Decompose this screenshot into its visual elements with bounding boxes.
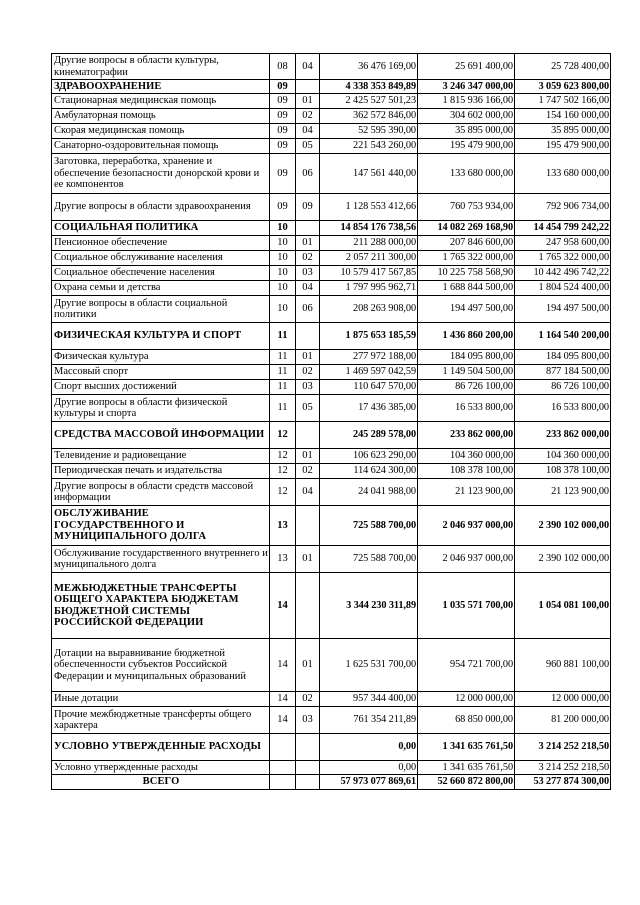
section-code-cell: 09 [270,124,296,139]
amount-cell-2: 1 436 860 200,00 [418,323,515,350]
row-name-cell: Дотации на выравнивание бюджетной обеспеченности субъектов Российской Федерации и муниципальных образований [52,639,270,692]
row-name-cell: Условно утвержденные расходы [52,761,270,775]
row-name-cell: ВСЕГО [52,775,270,790]
table-row [52,154,611,194]
row-name-cell: Скорая медицинская помощь [52,124,270,139]
amount-cell-1: 0,00 [320,734,418,761]
amount-cell-3: 2 390 102 000,00 [515,506,611,546]
subsection-code-cell: 05 [296,139,320,154]
amount-cell-1: 761 354 211,89 [320,707,418,734]
subsection-code-cell: 01 [296,350,320,365]
amount-cell-3: 792 906 734,00 [515,194,611,221]
section-row [52,221,611,236]
table-row [52,350,611,365]
budget-table-body [52,54,611,790]
table-row [52,380,611,395]
row-name-cell: Другие вопросы в области средств массовой информации [52,479,270,506]
amount-cell-3: 1 765 322 000,00 [515,251,611,266]
subsection-code-cell: 04 [296,281,320,296]
total-row [52,775,611,790]
section-code-cell: 11 [270,380,296,395]
row-name-cell: Другие вопросы в области физической культуры и спорта [52,395,270,422]
amount-cell-2: 1 765 322 000,00 [418,251,515,266]
amount-cell-3: 195 479 900,00 [515,139,611,154]
subsection-code-cell: 02 [296,692,320,707]
section-code-cell: 10 [270,221,296,236]
table-row [52,395,611,422]
row-name-cell: Массовый спорт [52,365,270,380]
amount-cell-1: 1 469 597 042,59 [320,365,418,380]
subsection-code-cell: 06 [296,154,320,194]
subsection-code-cell: 04 [296,124,320,139]
amount-cell-2: 21 123 900,00 [418,479,515,506]
amount-cell-1: 245 289 578,00 [320,422,418,449]
amount-cell-2: 2 046 937 000,00 [418,546,515,573]
amount-cell-1: 4 338 353 849,89 [320,80,418,94]
section-code-cell: 12 [270,464,296,479]
subsection-code-cell [296,506,320,546]
amount-cell-2: 12 000 000,00 [418,692,515,707]
amount-cell-2: 3 246 347 000,00 [418,80,515,94]
amount-cell-3: 14 454 799 242,22 [515,221,611,236]
amount-cell-1: 725 588 700,00 [320,506,418,546]
amount-cell-2: 25 691 400,00 [418,54,515,80]
amount-cell-2: 86 726 100,00 [418,380,515,395]
row-name-cell: Амбулаторная помощь [52,109,270,124]
amount-cell-2: 35 895 000,00 [418,124,515,139]
subsection-code-cell [296,221,320,236]
table-row [52,639,611,692]
section-row [52,734,611,761]
amount-cell-1: 211 288 000,00 [320,236,418,251]
amount-cell-1: 208 263 908,00 [320,296,418,323]
subsection-code-cell: 06 [296,296,320,323]
table-row [52,464,611,479]
row-name-cell: Физическая культура [52,350,270,365]
subsection-code-cell [296,573,320,639]
subsection-code-cell: 01 [296,546,320,573]
section-row [52,323,611,350]
section-code-cell: 12 [270,449,296,464]
amount-cell-2: 1 341 635 761,50 [418,734,515,761]
section-code-cell: 09 [270,154,296,194]
subsection-code-cell: 03 [296,707,320,734]
amount-cell-3: 877 184 500,00 [515,365,611,380]
table-row [52,365,611,380]
subsection-code-cell: 05 [296,395,320,422]
amount-cell-1: 1 875 653 185,59 [320,323,418,350]
amount-cell-2: 1 341 635 761,50 [418,761,515,775]
row-name-cell: Спорт высших достижений [52,380,270,395]
table-row [52,266,611,281]
amount-cell-1: 2 057 211 300,00 [320,251,418,266]
subsection-code-cell: 02 [296,464,320,479]
section-code-cell: 11 [270,365,296,380]
row-name-cell: Другие вопросы в области социальной политики [52,296,270,323]
amount-cell-2: 195 479 900,00 [418,139,515,154]
section-code-cell: 09 [270,109,296,124]
subsection-code-cell [296,323,320,350]
table-row [52,546,611,573]
table-row [52,251,611,266]
section-code-cell: 10 [270,236,296,251]
row-name-cell: Телевидение и радиовещание [52,449,270,464]
amount-cell-2: 10 225 758 568,90 [418,266,515,281]
amount-cell-2: 133 680 000,00 [418,154,515,194]
table-row [52,707,611,734]
amount-cell-3: 25 728 400,00 [515,54,611,80]
section-code-cell: 14 [270,639,296,692]
subsection-code-cell: 02 [296,251,320,266]
table-row [52,761,611,775]
section-code-cell: 10 [270,251,296,266]
amount-cell-1: 52 595 390,00 [320,124,418,139]
amount-cell-3: 53 277 874 300,00 [515,775,611,790]
amount-cell-2: 954 721 700,00 [418,639,515,692]
amount-cell-3: 194 497 500,00 [515,296,611,323]
table-row [52,54,611,80]
amount-cell-3: 104 360 000,00 [515,449,611,464]
subsection-code-cell [296,761,320,775]
section-code-cell: 10 [270,266,296,281]
amount-cell-1: 0,00 [320,761,418,775]
amount-cell-1: 57 973 077 869,61 [320,775,418,790]
amount-cell-2: 184 095 800,00 [418,350,515,365]
amount-cell-2: 16 533 800,00 [418,395,515,422]
table-row [52,449,611,464]
row-name-cell: СОЦИАЛЬНАЯ ПОЛИТИКА [52,221,270,236]
subsection-code-cell [296,422,320,449]
table-row [52,479,611,506]
table-row [52,281,611,296]
amount-cell-1: 36 476 169,00 [320,54,418,80]
amount-cell-1: 17 436 385,00 [320,395,418,422]
section-code-cell: 14 [270,692,296,707]
amount-cell-2: 14 082 269 168,90 [418,221,515,236]
row-name-cell: ОБСЛУЖИВАНИЕ ГОСУДАРСТВЕННОГО И МУНИЦИПАЛЬНОГО ДОЛГА [52,506,270,546]
amount-cell-1: 106 623 290,00 [320,449,418,464]
amount-cell-1: 1 128 553 412,66 [320,194,418,221]
table-row [52,236,611,251]
table-row [52,109,611,124]
subsection-code-cell: 01 [296,236,320,251]
row-name-cell: Охрана семьи и детства [52,281,270,296]
amount-cell-1: 14 854 176 738,56 [320,221,418,236]
amount-cell-3: 133 680 000,00 [515,154,611,194]
amount-cell-2: 207 846 600,00 [418,236,515,251]
amount-cell-2: 304 602 000,00 [418,109,515,124]
row-name-cell: Иные дотации [52,692,270,707]
amount-cell-3: 16 533 800,00 [515,395,611,422]
section-row [52,80,611,94]
section-code-cell: 10 [270,281,296,296]
subsection-code-cell [296,775,320,790]
amount-cell-1: 3 344 230 311,89 [320,573,418,639]
amount-cell-1: 1 625 531 700,00 [320,639,418,692]
section-code-cell: 10 [270,296,296,323]
row-name-cell: Другие вопросы в области здравоохранения [52,194,270,221]
section-code-cell: 09 [270,194,296,221]
amount-cell-2: 1 149 504 500,00 [418,365,515,380]
amount-cell-1: 725 588 700,00 [320,546,418,573]
table-row [52,692,611,707]
table-row [52,124,611,139]
row-name-cell: УСЛОВНО УТВЕРЖДЕННЫЕ РАСХОДЫ [52,734,270,761]
table-row [52,139,611,154]
section-code-cell: 12 [270,422,296,449]
row-name-cell: Пенсионное обеспечение [52,236,270,251]
amount-cell-3: 3 059 623 800,00 [515,80,611,94]
section-row [52,422,611,449]
amount-cell-3: 3 214 252 218,50 [515,734,611,761]
amount-cell-1: 147 561 440,00 [320,154,418,194]
subsection-code-cell: 02 [296,109,320,124]
section-row [52,506,611,546]
amount-cell-2: 104 360 000,00 [418,449,515,464]
row-name-cell: Социальное обеспечение населения [52,266,270,281]
subsection-code-cell [296,80,320,94]
amount-cell-3: 2 390 102 000,00 [515,546,611,573]
section-code-cell: 09 [270,139,296,154]
amount-cell-2: 2 046 937 000,00 [418,506,515,546]
amount-cell-2: 52 660 872 800,00 [418,775,515,790]
row-name-cell: Стационарная медицинская помощь [52,94,270,109]
amount-cell-2: 1 688 844 500,00 [418,281,515,296]
subsection-code-cell: 01 [296,94,320,109]
table-row [52,94,611,109]
section-code-cell: 14 [270,707,296,734]
subsection-code-cell: 02 [296,365,320,380]
amount-cell-3: 184 095 800,00 [515,350,611,365]
row-name-cell: МЕЖБЮДЖЕТНЫЕ ТРАНСФЕРТЫ ОБЩЕГО ХАРАКТЕРА БЮДЖЕТАМ БЮДЖЕТНОЙ СИСТЕМЫ РОССИЙСКОЙ ФЕДЕРАЦИИ [52,573,270,639]
table-row [52,194,611,221]
section-code-cell [270,761,296,775]
amount-cell-3: 154 160 000,00 [515,109,611,124]
amount-cell-3: 1 164 540 200,00 [515,323,611,350]
budget-table [51,53,611,790]
amount-cell-1: 277 972 188,00 [320,350,418,365]
table-row [52,296,611,323]
row-name-cell: Заготовка, переработка, хранение и обеспечение безопасности донорской крови и ее компонентов [52,154,270,194]
amount-cell-2: 194 497 500,00 [418,296,515,323]
subsection-code-cell: 09 [296,194,320,221]
subsection-code-cell: 03 [296,380,320,395]
amount-cell-3: 12 000 000,00 [515,692,611,707]
row-name-cell: Периодическая печать и издательства [52,464,270,479]
subsection-code-cell: 03 [296,266,320,281]
amount-cell-1: 110 647 570,00 [320,380,418,395]
amount-cell-3: 233 862 000,00 [515,422,611,449]
amount-cell-3: 1 054 081 100,00 [515,573,611,639]
subsection-code-cell: 04 [296,479,320,506]
amount-cell-3: 3 214 252 218,50 [515,761,611,775]
amount-cell-3: 960 881 100,00 [515,639,611,692]
section-row [52,573,611,639]
amount-cell-2: 68 850 000,00 [418,707,515,734]
section-code-cell: 11 [270,323,296,350]
amount-cell-3: 35 895 000,00 [515,124,611,139]
amount-cell-2: 1 035 571 700,00 [418,573,515,639]
amount-cell-1: 114 624 300,00 [320,464,418,479]
subsection-code-cell: 01 [296,449,320,464]
row-name-cell: Социальное обслуживание населения [52,251,270,266]
section-code-cell: 13 [270,506,296,546]
amount-cell-3: 1 747 502 166,00 [515,94,611,109]
amount-cell-1: 2 425 527 501,23 [320,94,418,109]
amount-cell-1: 362 572 846,00 [320,109,418,124]
section-code-cell: 11 [270,395,296,422]
amount-cell-2: 108 378 100,00 [418,464,515,479]
row-name-cell: Другие вопросы в области культуры, кинематографии [52,54,270,80]
section-code-cell [270,734,296,761]
amount-cell-2: 233 862 000,00 [418,422,515,449]
amount-cell-2: 760 753 934,00 [418,194,515,221]
amount-cell-3: 10 442 496 742,22 [515,266,611,281]
amount-cell-1: 1 797 995 962,71 [320,281,418,296]
section-code-cell [270,775,296,790]
amount-cell-3: 247 958 600,00 [515,236,611,251]
amount-cell-1: 957 344 400,00 [320,692,418,707]
section-code-cell: 09 [270,94,296,109]
section-code-cell: 14 [270,573,296,639]
amount-cell-1: 24 041 988,00 [320,479,418,506]
row-name-cell: Санаторно-оздоровительная помощь [52,139,270,154]
section-code-cell: 11 [270,350,296,365]
row-name-cell: Прочие межбюджетные трансферты общего характера [52,707,270,734]
amount-cell-2: 1 815 936 166,00 [418,94,515,109]
amount-cell-1: 10 579 417 567,85 [320,266,418,281]
row-name-cell: ФИЗИЧЕСКАЯ КУЛЬТУРА И СПОРТ [52,323,270,350]
subsection-code-cell: 01 [296,639,320,692]
amount-cell-3: 86 726 100,00 [515,380,611,395]
amount-cell-1: 221 543 260,00 [320,139,418,154]
row-name-cell: ЗДРАВООХРАНЕНИЕ [52,80,270,94]
row-name-cell: СРЕДСТВА МАССОВОЙ ИНФОРМАЦИИ [52,422,270,449]
amount-cell-3: 21 123 900,00 [515,479,611,506]
subsection-code-cell [296,734,320,761]
section-code-cell: 09 [270,80,296,94]
section-code-cell: 08 [270,54,296,80]
subsection-code-cell: 04 [296,54,320,80]
amount-cell-3: 81 200 000,00 [515,707,611,734]
section-code-cell: 12 [270,479,296,506]
amount-cell-3: 1 804 524 400,00 [515,281,611,296]
section-code-cell: 13 [270,546,296,573]
row-name-cell: Обслуживание государственного внутреннего и муниципального долга [52,546,270,573]
amount-cell-3: 108 378 100,00 [515,464,611,479]
